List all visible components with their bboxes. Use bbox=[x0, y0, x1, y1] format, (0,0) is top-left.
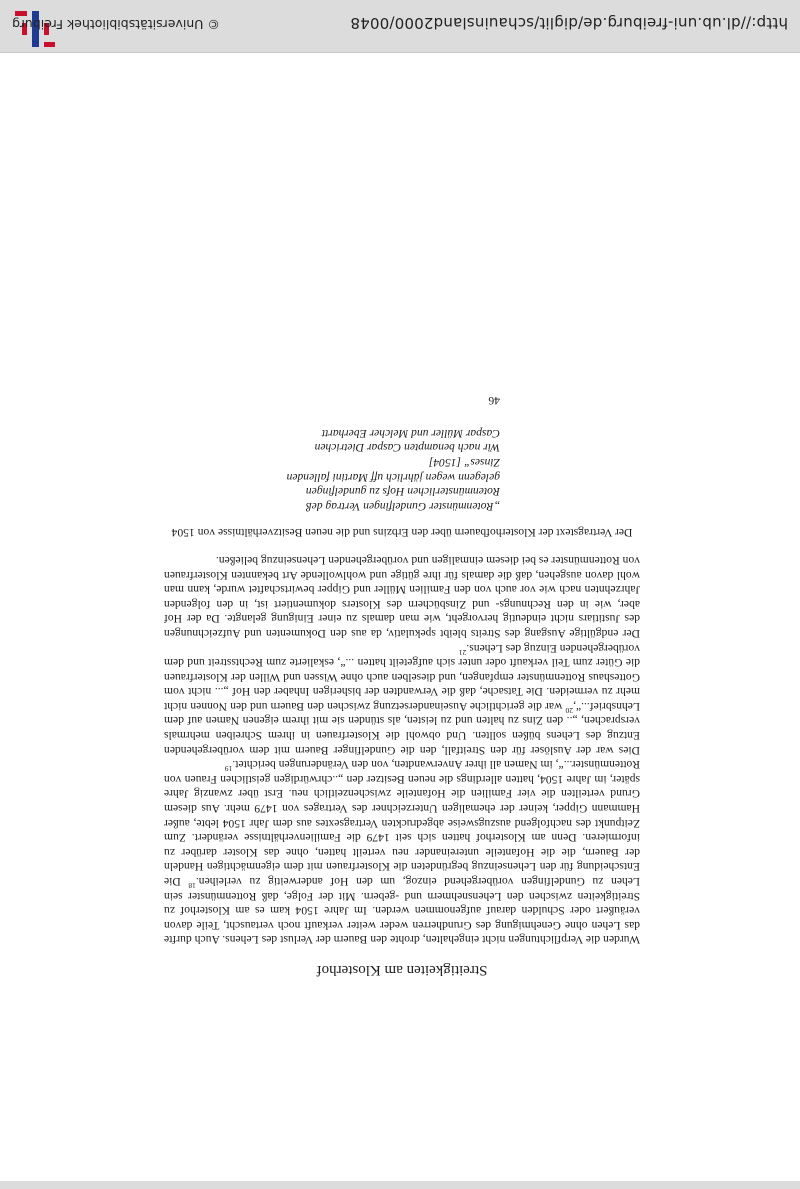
paragraph-text: war die gerichtliche Auseinandersetzung zwischen den Bauern und den Nonnen nicht mehr zu vermeiden. Die Tatsache, daß die Verwandten der bisherigen Inhaber den Hof „... nicht vom Gotteshaus Rottenmünster empfangen, und dieselben auch ohne Wissen und Willen der Klosterfrauen die Güter zum Teil verkauft oder unter sich aufgeteilt hatten ...“, eskalierte zum Rechtsstreit und dem vorübergehenden Einzug des Lehens. bbox=[164, 641, 640, 713]
footnote-marker[interactable]: 21 bbox=[458, 647, 467, 657]
paragraph-text: Die Entscheidung für den Lehenseinzug begründeten die Klosterfrauen mit dem eigenmächtigen Handeln der Bauern, die die Hofanteile untereinander neu verteilt hatten, ohne das Kloster darüber zu informieren. Denn am Klosterhof hatten sich seit 1479 die Familienverhältnisse verändert. Zum Zeitpunkt des nachfolgend auszugsweise abgedruckten Vertragsextes aus dem Jahr 1504 lebte, außer Hammann Gipper, keiner der ehemaligen Unterzeichner des Vertrages von 1479 mehr. Aus diesem Grund verteilten die vier Familien die Hofanteile zwischenzeitlich neu. Erst über zwanzig Jahre später, im Jahre 1504, hatten allerdings die neuen Besitzer den „..chrwürdigen geistlichen Frauen von Rottenmünster...“, im Namen all ihrer Anverwandten, von den Veränderungen berichtet. bbox=[164, 758, 640, 889]
quote-line: Wir nach benampten Caspar Dietrichen bbox=[314, 441, 500, 455]
quote-line: Rotenmünsterlichen Hofs zu gundelfingen bbox=[305, 485, 500, 499]
quoted-document bbox=[164, 425, 640, 513]
permalink-url[interactable]: http://dl.ub.uni-freiburg.de/diglit/schauinsland2000/0048 bbox=[350, 14, 788, 32]
paragraph-text: Wurden die Verpflichtungen nicht eingehalten, drohte den Bauern der Verlust des Lehens. Auch durfte das Lehen ohne Genehmigung des Grundherren weder weiter verkauft noch vertauscht, Teile davon veräußert oder Schulden darauf aufgenommen werden. Im Jahre 1504 kam es am Klosterhof zu Streitigkeiten zwischen den Lehensnehmern und -gebern. Mit der Folge, daß Rottenmünster sein Lehen zu Gundelfingen vorübergehend einzog, um den Hof anderweitig zu verleihen. bbox=[164, 875, 640, 947]
copyright-text: © Universitätsbibliothek Freiburg bbox=[12, 17, 220, 32]
bottom-bar bbox=[0, 1181, 800, 1189]
footnote-marker[interactable]: 20 bbox=[565, 705, 574, 715]
quote-line: „Rotenmünster Gundelfingen Vertrag deß bbox=[305, 499, 500, 513]
page-number: 46 bbox=[488, 394, 500, 408]
viewer-header bbox=[0, 0, 800, 53]
paragraph-1 bbox=[164, 757, 640, 947]
logo-bar-bottom bbox=[15, 11, 27, 16]
paragraph-text: Der endgültige Ausgang des Streits bleibt spekulativ, da aus den Dokumenten und Aufzeichnungen des Justitiars nicht eindeutig hervorgeht, wie man damals zu einer Einigung gelangte. Da der Hof aber, wie in den Rechnungs- und Zinsbüchern des Klosters dokumentiert ist, in den folgenden Jahrzehnten nach wie vor auch von den Familien Müller und Gipper bewirtschaftet wurde, kann man wohl davon ausgehen, daß die damals für ihre gütige und wohlwollende Art bekannten Klosterfrauen von Rottenmünster es bei diesem einmaligen und vorübergehenden Lehenseinzug beließen. bbox=[164, 553, 640, 640]
paragraph-3 bbox=[164, 552, 640, 640]
document-caption: Der Vertragstext der Klosterhofbauern über den Erbzins und die neuen Besitzverhältnisse von 1504 bbox=[171, 526, 633, 540]
paragraph-text: Dies war der Auslöser für den Streitfall, den die Gundelfinger Bauern mit dem vorübergehenden Entzug des Lehens büßen sollten. Und obwohl die Klosterfrauen in ihrem Schreiben mehrmals versprachen, „.. den Zins zu halten und zu leisten, als stünden sie mit ihrem eigenen Namen auf dem Lehnsbrief...“, bbox=[164, 699, 640, 757]
section-heading: Streitigkeiten am Klosterhof bbox=[316, 962, 488, 978]
footnote-marker[interactable]: 18 bbox=[188, 880, 196, 890]
footnote-marker[interactable]: 19 bbox=[224, 764, 233, 774]
logo-bar-top bbox=[44, 42, 55, 47]
paragraph-2 bbox=[164, 640, 640, 757]
page-content bbox=[164, 393, 640, 977]
quote-line: Caspar Müller und Melcher Eberhartt bbox=[321, 426, 500, 440]
quote-line: Zinses“ [1504] bbox=[428, 456, 500, 469]
quote-line: gelegenn wegen jährlich uff Martini fallenden bbox=[286, 470, 500, 484]
